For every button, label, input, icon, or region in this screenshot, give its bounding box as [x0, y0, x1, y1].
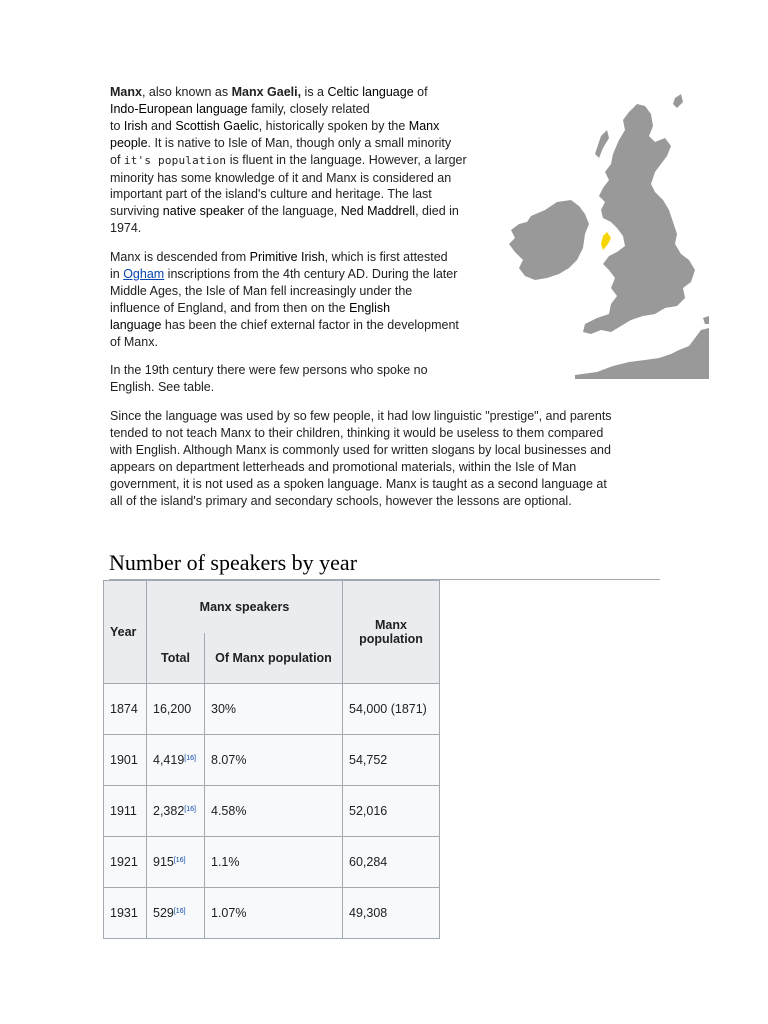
citation-link[interactable]: [16]	[173, 907, 186, 915]
cell-percent: 4.58%	[205, 785, 343, 836]
link-manx-people[interactable]: Manx	[408, 118, 440, 133]
link-english-language-cont[interactable]: language	[110, 317, 162, 332]
cell-total: 16,200	[147, 683, 205, 734]
nineteenth-century-paragraph: In the 19th century there were few persons who spoke no English. See table.	[110, 363, 428, 394]
cell-year: 1901	[104, 734, 147, 785]
hebrides-shape	[595, 130, 609, 158]
link-celtic-language[interactable]: Celtic language	[327, 85, 414, 99]
header-year: Year	[104, 581, 147, 684]
cell-year: 1921	[104, 836, 147, 887]
link-irish[interactable]: Irish	[123, 118, 148, 133]
prestige-paragraph: Since the language was used by so few people, it had low linguistic "prestige", and parents tended to not teach Manx to their children, thinking it would be useless to them compared with English. Although Manx is commonly used for written slogans by local businesses and appears on department letterheads and promotional materials, within the Isle of Man government, it is not used as a spoken language. Manx is taught as a second language at all of the island's primary and secondary schools, however the lessons are optional.	[110, 409, 612, 508]
cell-percent: 1.1%	[205, 836, 343, 887]
header-manx-population: Manx population	[343, 581, 440, 684]
section-heading-speakers-by-year: Number of speakers by year	[109, 549, 660, 580]
british-isles-locator-map	[505, 92, 709, 379]
header-manx-speakers: Manx speakers	[147, 581, 343, 634]
link-native-speaker[interactable]: native speaker	[162, 204, 245, 219]
island-shape	[703, 316, 709, 324]
cell-year: 1911	[104, 785, 147, 836]
link-indo-european-language[interactable]: Indo-European language	[110, 101, 248, 116]
cell-population: 52,016	[343, 785, 440, 836]
cell-total: 529[16]	[147, 887, 205, 938]
cell-population: 60,284	[343, 836, 440, 887]
great-britain-shape	[583, 104, 695, 334]
cell-year: 1874	[104, 683, 147, 734]
table-row	[104, 836, 440, 887]
ireland-shape	[509, 200, 589, 280]
intro-paragraph: Manx, also known as Manx Gaeli, is a Celtic language of Indo-European language family, closely related to Irish and Scottish Gaelic, historically spoken by the Manx people. It is native to Isle of Man, though only a small minority of it's population is fluent in the language. However, a larger minority has some knowledge of it and Manx is considered an important part of the island's culture and heritage. The last surviving native speaker of the language, Ned Maddrell, died in 1974.	[110, 85, 467, 236]
link-primitive-irish[interactable]: Primitive Irish	[249, 250, 325, 264]
term-manx: Manx	[110, 85, 142, 99]
table-row	[104, 734, 440, 785]
cell-population: 49,308	[343, 887, 440, 938]
cell-year: 1931	[104, 887, 147, 938]
cell-population: 54,000 (1871)	[343, 683, 440, 734]
citation-link[interactable]: [16]	[184, 805, 196, 813]
cell-total: 915[16]	[147, 836, 205, 887]
header-total: Total	[147, 633, 205, 683]
table-row	[104, 683, 440, 734]
table-row	[104, 785, 440, 836]
link-ogham[interactable]: Ogham	[123, 266, 165, 281]
cell-total: 2,382[16]	[147, 785, 205, 836]
isle-of-man-highlight	[601, 232, 611, 250]
cell-percent: 1.07%	[205, 887, 343, 938]
link-english-language[interactable]: English	[349, 300, 391, 315]
link-manx-people-cont[interactable]: people	[110, 135, 148, 150]
header-of-manx-population: Of Manx population	[205, 633, 343, 683]
cell-population: 54,752	[343, 734, 440, 785]
speakers-table	[103, 580, 440, 939]
shetland-shape	[673, 94, 683, 108]
term-manx-gaeli: Manx Gaeli,	[231, 85, 302, 99]
citation-link[interactable]: [16]	[173, 856, 186, 864]
cell-percent: 30%	[205, 683, 343, 734]
link-scottish-gaelic[interactable]: Scottish Gaelic	[175, 118, 259, 133]
table-row	[104, 887, 440, 938]
its-population-text: it's population	[123, 153, 227, 167]
continent-shape	[575, 328, 709, 379]
cell-percent: 8.07%	[205, 734, 343, 785]
cell-total: 4,419[16]	[147, 734, 205, 785]
history-paragraph: Manx is descended from Primitive Irish, which is first attested in Ogham inscriptions from the 4th century AD. During the later Middle Ages, the Isle of Man fell increasingly under the influence of England, and from then on the English language has been the chief external factor in the development of Manx.	[110, 250, 459, 349]
citation-link[interactable]: [16]	[184, 754, 196, 762]
link-ned-maddrell[interactable]: Ned Maddrell	[340, 204, 416, 219]
